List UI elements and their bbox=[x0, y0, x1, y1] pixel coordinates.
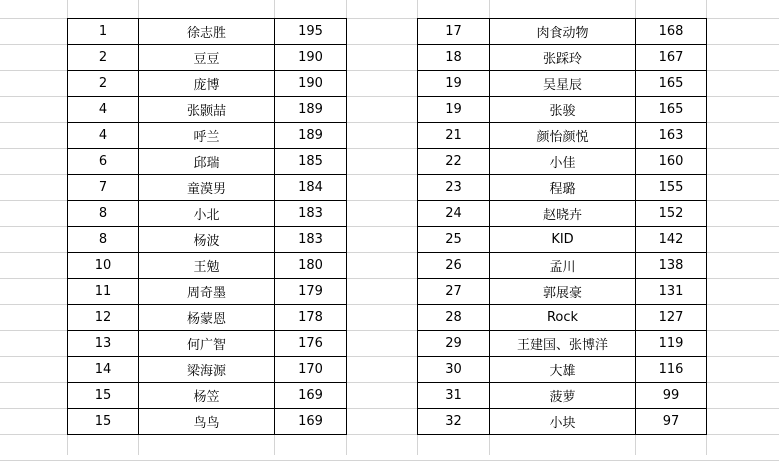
name-cell[interactable]: 孟川 bbox=[490, 253, 636, 279]
name-cell[interactable]: 童漠男 bbox=[139, 175, 275, 201]
name-cell[interactable]: 周奇墨 bbox=[139, 279, 275, 305]
name-cell[interactable]: 邱瑞 bbox=[139, 149, 275, 175]
table-row bbox=[68, 175, 347, 201]
score-cell[interactable]: 152 bbox=[636, 201, 707, 227]
name-cell[interactable]: 王勉 bbox=[139, 253, 275, 279]
rank-cell[interactable]: 14 bbox=[68, 357, 139, 383]
rank-cell[interactable]: 11 bbox=[68, 279, 139, 305]
score-cell[interactable]: 168 bbox=[636, 19, 707, 45]
name-cell[interactable]: 豆豆 bbox=[139, 45, 275, 71]
name-cell[interactable]: 颜怡颜悦 bbox=[490, 123, 636, 149]
table-row bbox=[68, 123, 347, 149]
table-row bbox=[68, 383, 347, 409]
score-cell[interactable]: 160 bbox=[636, 149, 707, 175]
name-cell[interactable]: 小北 bbox=[139, 201, 275, 227]
rank-cell[interactable]: 23 bbox=[418, 175, 490, 201]
table-row bbox=[68, 201, 347, 227]
table-row bbox=[68, 279, 347, 305]
rank-cell[interactable]: 19 bbox=[418, 71, 490, 97]
table-row bbox=[418, 149, 707, 175]
rank-cell[interactable]: 10 bbox=[68, 253, 139, 279]
table-row bbox=[68, 45, 347, 71]
name-cell[interactable]: 程璐 bbox=[490, 175, 636, 201]
table-row bbox=[68, 331, 347, 357]
table-row bbox=[418, 253, 707, 279]
score-cell[interactable]: 131 bbox=[636, 279, 707, 305]
table-row bbox=[68, 149, 347, 175]
table-row bbox=[418, 383, 707, 409]
score-cell[interactable]: 190 bbox=[275, 45, 347, 71]
score-cell[interactable]: 167 bbox=[636, 45, 707, 71]
table-row bbox=[418, 279, 707, 305]
rank-cell[interactable]: 4 bbox=[68, 97, 139, 123]
name-cell[interactable]: 庞博 bbox=[139, 71, 275, 97]
table-row bbox=[68, 97, 347, 123]
rank-cell[interactable]: 31 bbox=[418, 383, 490, 409]
table-row bbox=[68, 305, 347, 331]
score-cell[interactable]: 165 bbox=[636, 97, 707, 123]
table-row bbox=[418, 19, 707, 45]
name-cell[interactable]: 徐志胜 bbox=[139, 19, 275, 45]
table-row bbox=[418, 201, 707, 227]
rank-cell[interactable]: 4 bbox=[68, 123, 139, 149]
rank-cell[interactable]: 6 bbox=[68, 149, 139, 175]
rank-cell[interactable]: 24 bbox=[418, 201, 490, 227]
name-cell[interactable]: 郭展豪 bbox=[490, 279, 636, 305]
rank-cell[interactable]: 7 bbox=[68, 175, 139, 201]
score-cell[interactable]: 138 bbox=[636, 253, 707, 279]
table-row bbox=[418, 97, 707, 123]
name-cell[interactable]: 张踩玲 bbox=[490, 45, 636, 71]
score-cell[interactable]: 184 bbox=[275, 175, 347, 201]
score-cell[interactable]: 155 bbox=[636, 175, 707, 201]
name-cell[interactable]: 吴星辰 bbox=[490, 71, 636, 97]
table-row bbox=[418, 71, 707, 97]
name-cell[interactable]: 张颢喆 bbox=[139, 97, 275, 123]
table-row bbox=[418, 175, 707, 201]
table-row bbox=[418, 123, 707, 149]
score-cell[interactable]: 165 bbox=[636, 71, 707, 97]
score-cell[interactable]: 189 bbox=[275, 97, 347, 123]
name-cell[interactable]: 王建国、张博洋 bbox=[490, 331, 636, 357]
rank-cell[interactable]: 26 bbox=[418, 253, 490, 279]
table-row bbox=[418, 45, 707, 71]
rank-cell[interactable]: 15 bbox=[68, 383, 139, 409]
name-cell[interactable]: Rock bbox=[490, 305, 636, 331]
name-cell[interactable]: 小佳 bbox=[490, 149, 636, 175]
table-row bbox=[418, 357, 707, 383]
table-row bbox=[418, 409, 707, 435]
table-row bbox=[418, 227, 707, 253]
table-row bbox=[418, 331, 707, 357]
rank-cell[interactable]: 27 bbox=[418, 279, 490, 305]
name-cell[interactable]: KID bbox=[490, 227, 636, 253]
score-cell[interactable]: 185 bbox=[275, 149, 347, 175]
rank-cell[interactable]: 15 bbox=[68, 409, 139, 435]
name-cell[interactable]: 菠萝 bbox=[490, 383, 636, 409]
name-cell[interactable]: 何广智 bbox=[139, 331, 275, 357]
rank-cell[interactable]: 8 bbox=[68, 227, 139, 253]
table-row bbox=[68, 71, 347, 97]
rank-cell[interactable]: 18 bbox=[418, 45, 490, 71]
score-cell[interactable]: 170 bbox=[275, 357, 347, 383]
rank-cell[interactable]: 29 bbox=[418, 331, 490, 357]
score-cell[interactable]: 127 bbox=[636, 305, 707, 331]
rank-cell[interactable]: 30 bbox=[418, 357, 490, 383]
score-cell[interactable]: 116 bbox=[636, 357, 707, 383]
rank-cell[interactable]: 19 bbox=[418, 97, 490, 123]
score-cell[interactable]: 99 bbox=[636, 383, 707, 409]
right-ranking-table bbox=[417, 18, 707, 435]
rank-cell[interactable]: 13 bbox=[68, 331, 139, 357]
name-cell[interactable]: 杨波 bbox=[139, 227, 275, 253]
score-cell[interactable]: 176 bbox=[275, 331, 347, 357]
name-cell[interactable]: 梁海源 bbox=[139, 357, 275, 383]
score-cell[interactable]: 169 bbox=[275, 409, 347, 435]
rank-cell[interactable]: 32 bbox=[418, 409, 490, 435]
table-row bbox=[68, 227, 347, 253]
name-cell[interactable]: 张骏 bbox=[490, 97, 636, 123]
rank-cell[interactable]: 21 bbox=[418, 123, 490, 149]
table-row bbox=[68, 409, 347, 435]
table-row bbox=[418, 305, 707, 331]
table-row bbox=[68, 253, 347, 279]
score-cell[interactable]: 183 bbox=[275, 227, 347, 253]
rank-cell[interactable]: 2 bbox=[68, 45, 139, 71]
rank-cell[interactable]: 28 bbox=[418, 305, 490, 331]
rank-cell[interactable]: 17 bbox=[418, 19, 490, 45]
name-cell[interactable]: 肉食动物 bbox=[490, 19, 636, 45]
name-cell[interactable]: 鸟鸟 bbox=[139, 409, 275, 435]
name-cell[interactable]: 杨蒙恩 bbox=[139, 305, 275, 331]
name-cell[interactable]: 大雄 bbox=[490, 357, 636, 383]
score-cell[interactable]: 97 bbox=[636, 409, 707, 435]
score-cell[interactable]: 142 bbox=[636, 227, 707, 253]
name-cell[interactable]: 杨笠 bbox=[139, 383, 275, 409]
score-cell[interactable]: 189 bbox=[275, 123, 347, 149]
table-row bbox=[68, 357, 347, 383]
left-ranking-table bbox=[67, 18, 347, 435]
rank-cell[interactable]: 2 bbox=[68, 71, 139, 97]
score-cell[interactable]: 183 bbox=[275, 201, 347, 227]
score-cell[interactable]: 180 bbox=[275, 253, 347, 279]
score-cell[interactable]: 163 bbox=[636, 123, 707, 149]
name-cell[interactable]: 呼兰 bbox=[139, 123, 275, 149]
rank-cell[interactable]: 22 bbox=[418, 149, 490, 175]
table-row bbox=[68, 19, 347, 45]
rank-cell[interactable]: 25 bbox=[418, 227, 490, 253]
score-cell[interactable]: 169 bbox=[275, 383, 347, 409]
score-cell[interactable]: 190 bbox=[275, 71, 347, 97]
rank-cell[interactable]: 1 bbox=[68, 19, 139, 45]
name-cell[interactable]: 赵晓卉 bbox=[490, 201, 636, 227]
score-cell[interactable]: 178 bbox=[275, 305, 347, 331]
score-cell[interactable]: 195 bbox=[275, 19, 347, 45]
name-cell[interactable]: 小块 bbox=[490, 409, 636, 435]
rank-cell[interactable]: 8 bbox=[68, 201, 139, 227]
score-cell[interactable]: 119 bbox=[636, 331, 707, 357]
rank-cell[interactable]: 12 bbox=[68, 305, 139, 331]
score-cell[interactable]: 179 bbox=[275, 279, 347, 305]
